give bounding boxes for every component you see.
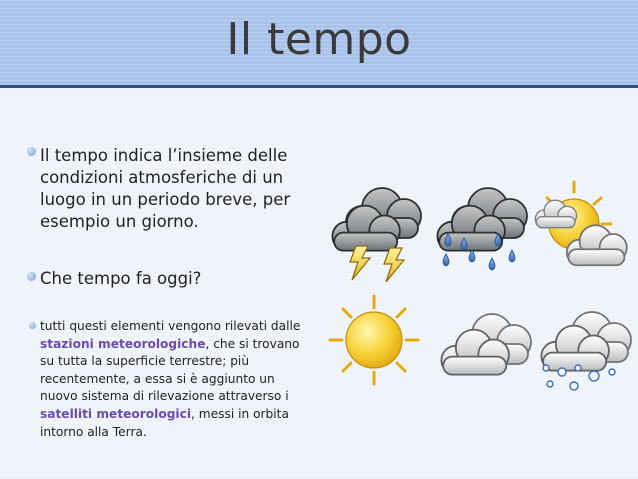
- details-text-2: , che si trovano su tutta la superficie terrestre; più recentemente, a essa si è aggiunto un nuovo sistema di rilevazione attraverso i: [40, 336, 300, 404]
- slide-title: Il tempo: [226, 14, 412, 65]
- rain-icon: [437, 188, 527, 270]
- details-text-1: tutti questi elementi vengono rilevati dalle: [40, 319, 301, 333]
- bullet-dot-2: [27, 272, 36, 281]
- bullet-definition: Il tempo indica l’insieme delle condizioni atmosferiche di un luogo in un periodo breve, per esempio un giorno.: [40, 146, 291, 231]
- bullet-question: Che tempo fa oggi?: [40, 269, 202, 288]
- title-bar: [0, 0, 638, 88]
- bullet-dot-3: [29, 322, 36, 329]
- partly-cloudy-icon: [535, 182, 627, 265]
- link-stazioni-meteorologiche[interactable]: stazioni meteorologiche: [40, 336, 206, 351]
- bullet-dot-1: [27, 147, 36, 156]
- weather-icons-grid: [322, 172, 632, 402]
- link-satelliti-meteorologici[interactable]: satelliti meteorologici: [40, 406, 192, 421]
- bullet-details: [40, 318, 315, 441]
- details-text-3: , messi in orbita intorno alla Terra.: [40, 406, 289, 439]
- thunderstorm-icon: [332, 188, 421, 282]
- sunny-icon: [330, 296, 418, 384]
- cloudy-icon: [441, 314, 531, 375]
- snow-icon: [541, 312, 631, 390]
